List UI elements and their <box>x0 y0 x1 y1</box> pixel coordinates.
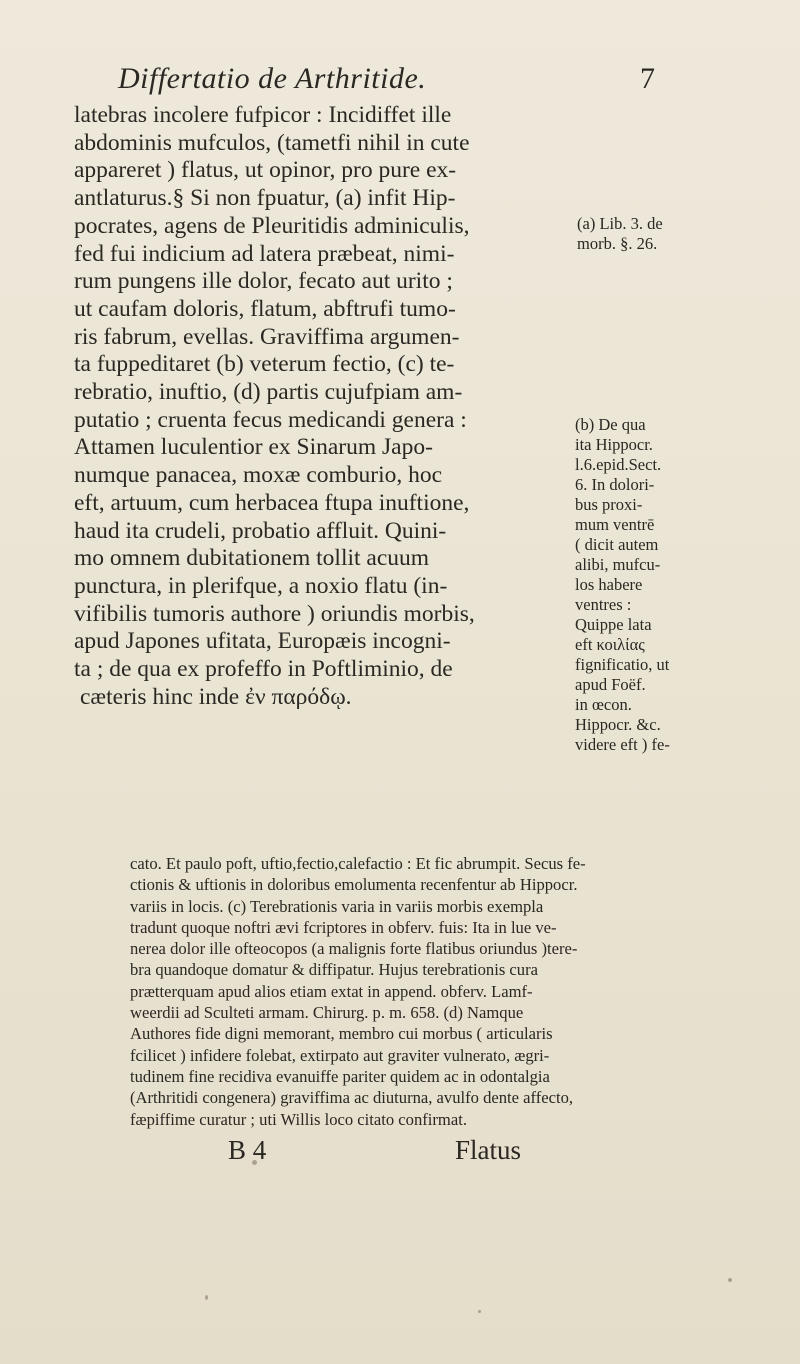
text-line: ut caufam doloris, flatum, abftrufi tumo- <box>74 295 456 322</box>
paper-speck <box>478 1310 481 1313</box>
text-line: antlaturus.§ Si non fpuatur, (a) infit Hip- <box>74 185 456 212</box>
footnotes <box>130 853 750 1130</box>
margin-note-line: ita Hippocr. <box>575 435 653 454</box>
text-line: putatio ; cruenta fecus medicandi genera : <box>74 406 467 433</box>
margin-note-line: los habere <box>575 575 643 594</box>
page-footer <box>0 1135 800 1175</box>
margin-note-line: ventres : <box>575 595 632 614</box>
catchword: Flatus <box>455 1135 522 1165</box>
text-line: ta ; de qua ex profeffo in Poftliminio, de <box>74 656 453 683</box>
text-line: Attamen luculentior ex Sinarum Japo- <box>74 434 433 461</box>
footnote-line: fcilicet ) infidere folebat, extirpato aut graviter vulnerato, ægri- <box>130 1045 550 1065</box>
margin-note-line: videre eft ) fe- <box>575 735 670 754</box>
margin-note-line: (b) De qua <box>575 415 646 434</box>
margin-note-b <box>575 415 735 755</box>
footnote-line: nerea dolor ille ofteocopos (a malignis forte flatibus oriundus )tere- <box>130 939 578 959</box>
text-line: rebratio, inuftio, (d) partis cujufpiam am- <box>74 379 463 406</box>
running-head: Differtatio de Arthritide. <box>118 62 427 95</box>
signature-mark: B 4 <box>228 1135 267 1165</box>
text-line: pocrates, agens de Pleuritidis adminiculis, <box>74 212 470 239</box>
text-line: cæteris hinc inde ἐν παρόδῳ. <box>80 683 352 710</box>
margin-note-line: alibi, mufcu- <box>575 555 661 574</box>
margin-note-a <box>577 214 737 254</box>
paper-speck <box>728 1278 732 1282</box>
footnote-line: weerdii ad Sculteti armam. Chirurg. p. m. 658. (d) Namque <box>130 1003 524 1023</box>
text-line: mo omnem dubitationem tollit acuum <box>74 545 430 572</box>
margin-note-line: fignificatio, ut <box>575 655 670 674</box>
text-line: latebras incolere fufpicor : Incidiffet ille <box>74 102 452 128</box>
text-line: apud Japones ufitata, Europæis incogni- <box>74 628 451 655</box>
text-line: punctura, in plerifque, a noxio flatu (in- <box>74 572 448 599</box>
footnote-line: cato. Et paulo poft, uftio,fectio,calefactio : Et fic abrumpit. Secus fe- <box>130 854 586 873</box>
text-line: fed fui indicium ad latera præbeat, nimi- <box>74 240 455 267</box>
footnote-line: variis in locis. (c) Terebrationis varia in variis morbis exempla <box>130 896 544 916</box>
margin-note-line: bus proxi- <box>575 495 643 514</box>
margin-note-line: ( dicit autem <box>575 535 659 554</box>
text-line: appareret ) flatus, ut opinor, pro pure ex- <box>74 157 457 184</box>
text-line: ris fabrum, evellas. Graviffima argumen- <box>74 323 460 350</box>
footnote-line: (Arthritidi congenera) graviffima ac diuturna, avulfo dente affecto, <box>130 1088 574 1108</box>
footnote-line: ctionis & uftionis in doloribus emolumenta recenfentur ab Hippocr. <box>130 875 578 895</box>
margin-note-line: eft κοιλίας <box>575 635 645 654</box>
text-line: abdominis mufculos, (tametfi nihil in cute <box>74 129 470 156</box>
margin-note-line: Quippe lata <box>575 615 652 634</box>
text-line: vifibilis tumoris authore ) oriundis morbis, <box>74 600 475 627</box>
main-text <box>74 102 574 711</box>
page-number: 7 <box>640 62 655 95</box>
text-line: ta fuppeditaret (b) veterum fectio, (c) te- <box>74 351 455 378</box>
margin-note-line: mum ventrē <box>575 515 655 534</box>
footnote-line: fæpiffime curatur ; uti Willis loco citato confirmat. <box>130 1109 467 1129</box>
margin-note-line: (a) Lib. 3. de <box>577 214 663 233</box>
text-line: eft, artuum, cum herbacea ftupa inuftione, <box>74 489 470 516</box>
margin-note-line: apud Foëf. <box>575 675 646 694</box>
footnote-line: tradunt quoque noftri ævi fcriptores in obferv. fuis: Ita in lue ve- <box>130 917 557 937</box>
footnote-line: tudinem fine recidiva evanuiffe pariter quidem ac in odontalgia <box>130 1066 550 1086</box>
footnote-line: prætterquam apud alios etiam extat in append. obferv. Lamf- <box>130 981 533 1001</box>
text-line: numque panacea, moxæ comburio, hoc <box>74 462 443 489</box>
margin-note-line: morb. §. 26. <box>577 234 658 253</box>
paper-speck <box>252 1160 257 1165</box>
margin-note-line: 6. In dolori- <box>575 475 655 494</box>
footnote-line: Authores fide digni memorant, membro cui morbus ( articularis <box>130 1024 553 1044</box>
text-line: haud ita crudeli, probatio affluit. Quini- <box>74 517 447 544</box>
footnote-line: bra quandoque domatur & diffipatur. Hujus terebrationis cura <box>130 960 538 980</box>
page-header <box>0 62 800 106</box>
margin-note-line: l.6.epid.Sect. <box>575 455 662 474</box>
paper-speck <box>205 1295 208 1300</box>
text-line: rum pungens ille dolor, fecato aut urito ; <box>74 268 453 295</box>
margin-note-line: Hippocr. &c. <box>575 715 661 734</box>
margin-note-line: in œcon. <box>575 695 632 714</box>
